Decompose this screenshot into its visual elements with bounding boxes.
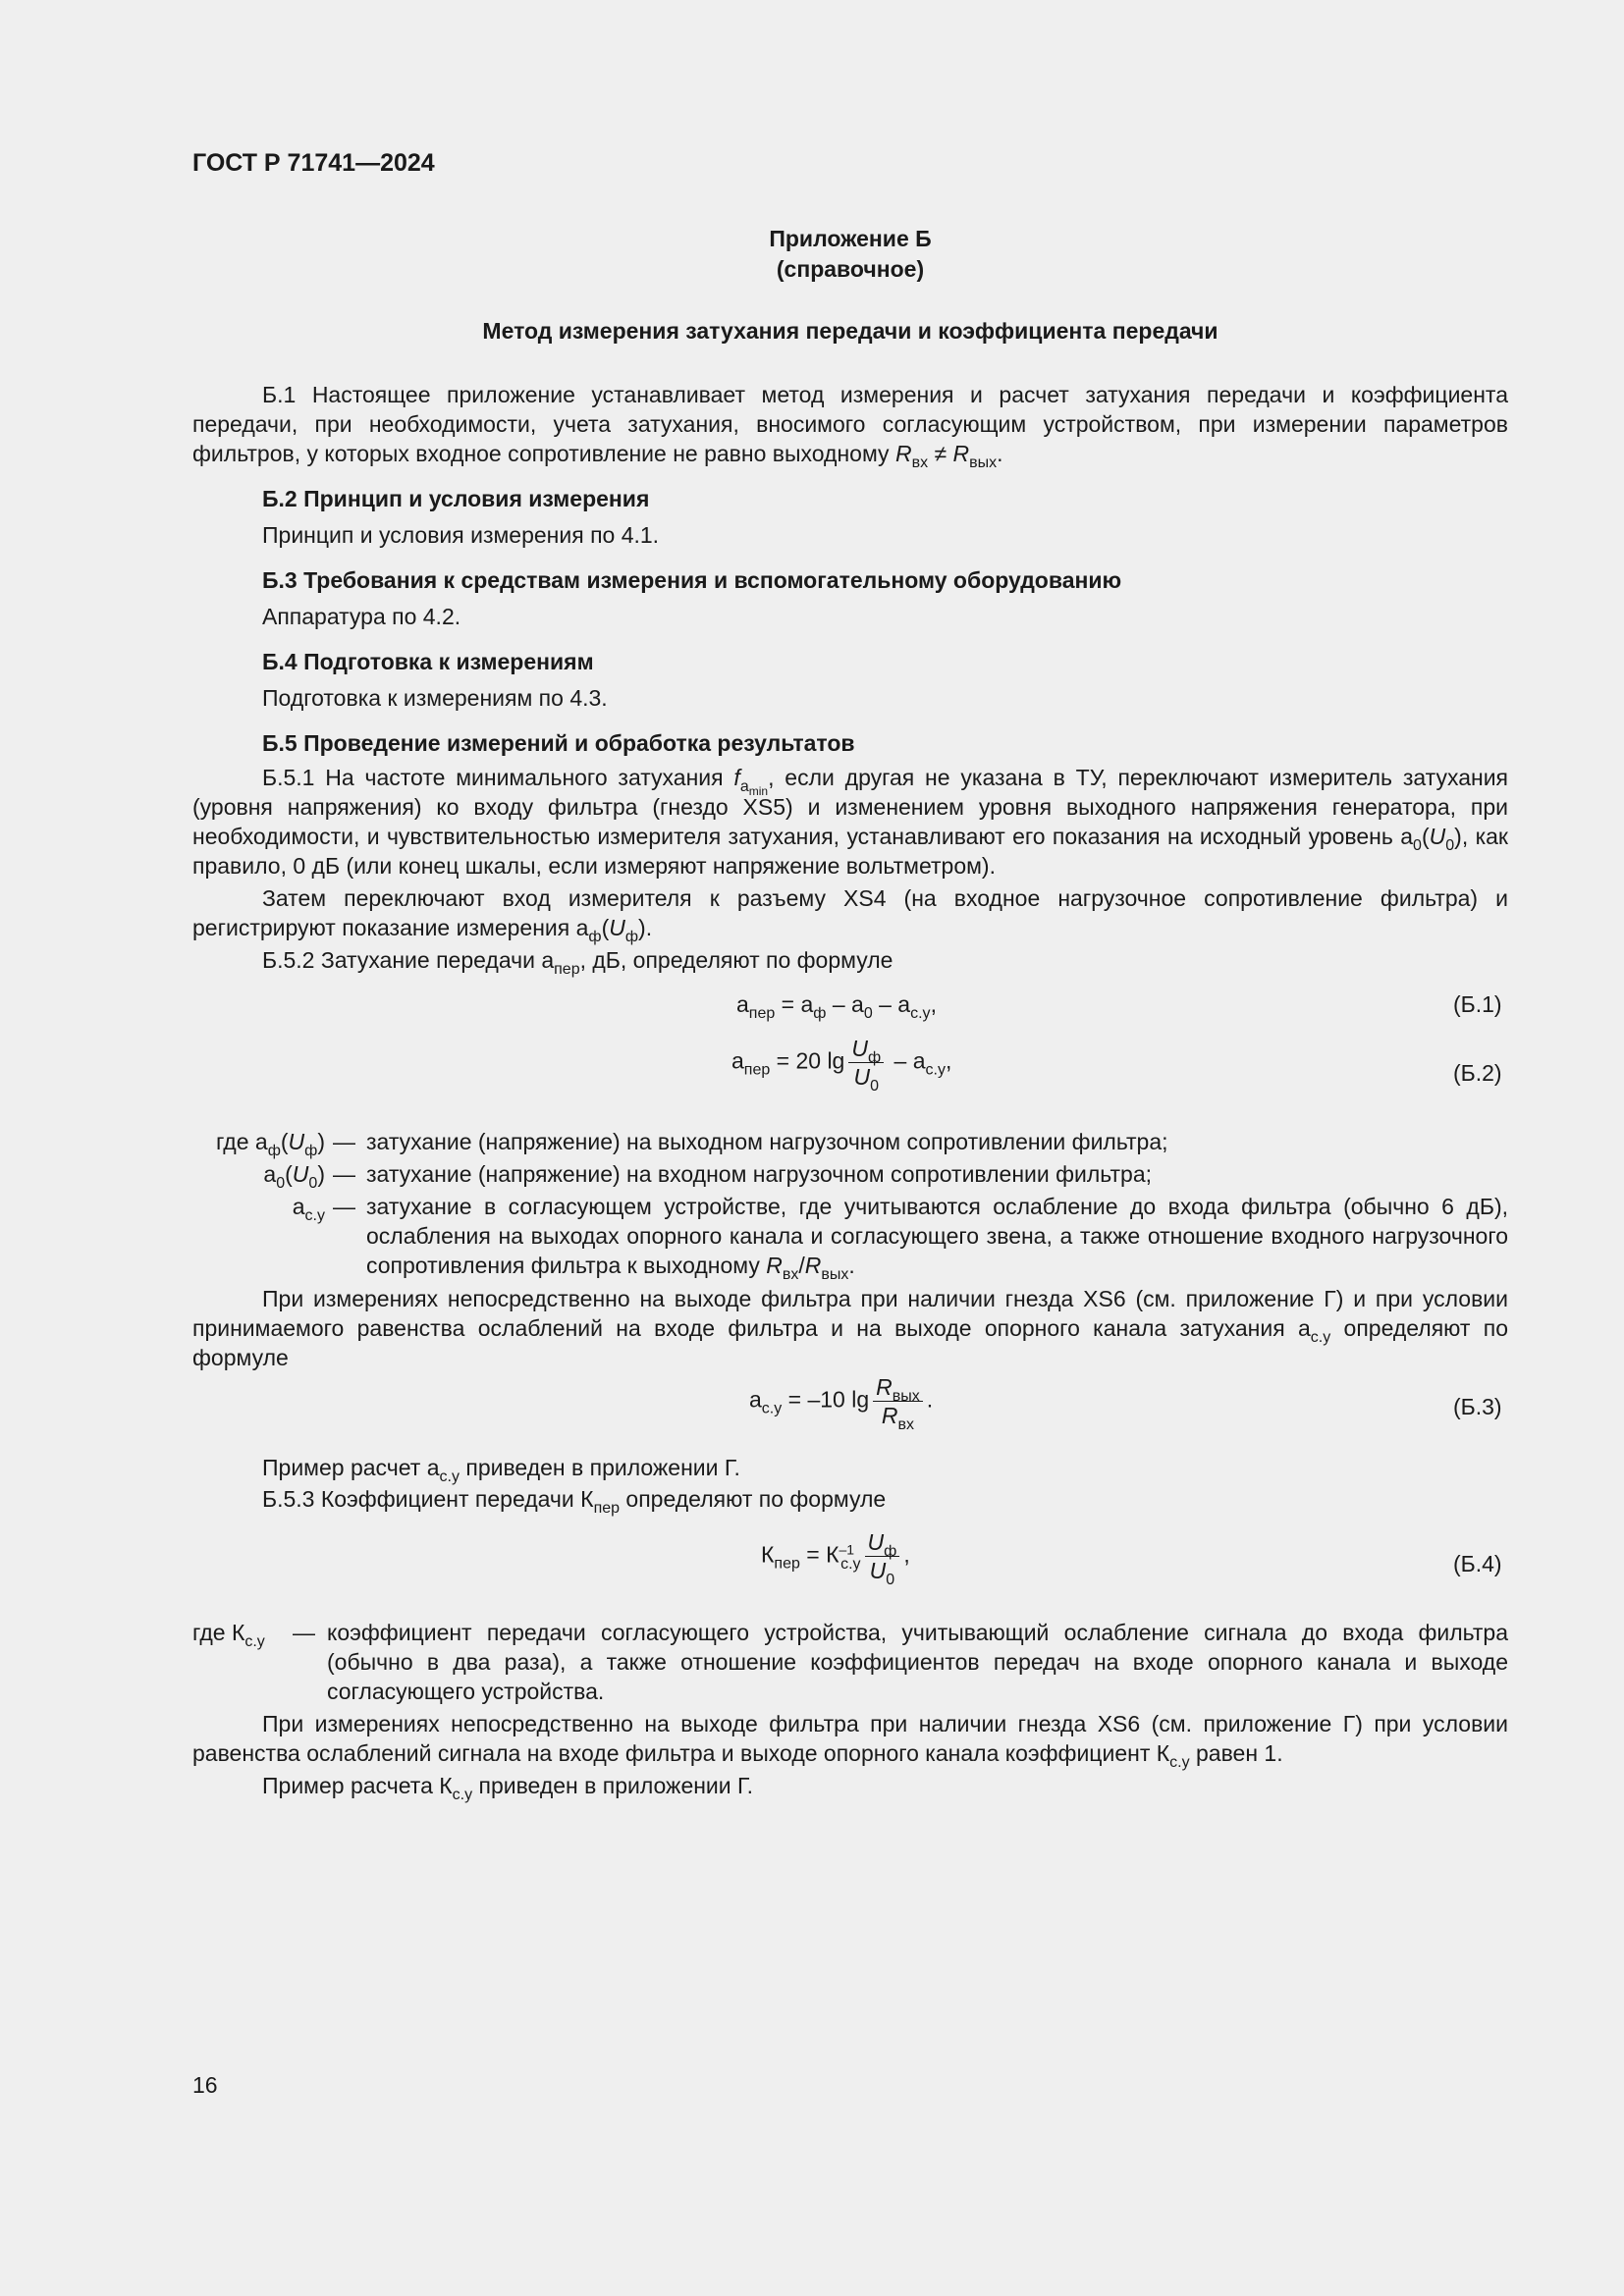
equation-number-b3: (Б.3) xyxy=(1453,1394,1502,1419)
where-label-2: $а_0(U_0)$ xyxy=(263,1161,325,1192)
equation-number-b2: (Б.2) xyxy=(1453,1060,1502,1086)
paragraph-example-kcy: Пример расчета $К_{с.у}$ приведен в приложении Г. xyxy=(262,1773,754,1803)
paragraph-b3: Аппаратура по 4.2. xyxy=(262,604,461,629)
section-heading-b4: Б.4 Подготовка к измерениям xyxy=(262,649,594,674)
paragraph-b5-2: Б.5.2 Затухание передачи $а_{пер}$, дБ, определяют по формуле xyxy=(262,947,893,978)
paragraph-example-acy: Пример расчет $а_{с.у}$ приведен в приложении Г. xyxy=(262,1455,740,1485)
paragraph-b4: Подготовка к измерениям по 4.3. xyxy=(262,685,608,711)
where-text-3: затухание в согласующем устройстве, где учитываются ослабление до входа фильтра (обычно 6 дБ), ослабления на выходах опорного канала и согласующего звена, а также отношение входного нагрузочного сопротивления фильтра к выходному $R_{вх}/R_{вых}$. xyxy=(366,1194,1508,1283)
where-label-1: где $а_ф(U_ф)$ xyxy=(215,1129,325,1159)
equation-b2: $а_{пер} = 20$ lg $\frac{U_ф}{U_0}$ – $а_{с.у}$, xyxy=(731,1036,952,1095)
where2-text: коэффициент передачи согласующего устройства, учитывающий ослабление сигнала до входа фильтра (обычно в два раза), а также отношение коэффициентов передач на входе опорного канала и выходе согласующего устройства. xyxy=(327,1620,1508,1704)
paragraph-b2: Принцип и условия измерения по 4.1. xyxy=(262,522,660,548)
equation-number-b4: (Б.4) xyxy=(1453,1551,1502,1576)
where-label-3: $а_{с.у}$ xyxy=(292,1194,325,1224)
paragraph-b5-1: Б.5.1 На частоте минимального затухания $f_{a_{min}}$, если другая не указана в ТУ, переключают измеритель затухания (уровня напряжения) ко входу фильтра (гнездо XS5) и изменением уровня выходного напряжения генератора, при необходимости, и чувствительностью измерителя затухания, устанавливают его показания на исходный уровень $а_0(U_0)$, как правило, 0 дБ (или конец шкалы, если измеряют напряжение вольтметром). xyxy=(192,765,1508,879)
where-dash-3: — xyxy=(333,1194,355,1219)
appendix-heading: Метод измерения затухания передачи и коэффициента передачи xyxy=(482,318,1218,344)
section-heading-b2: Б.2 Принцип и условия измерения xyxy=(262,486,650,511)
paragraph-b1: Б.1 Настоящее приложение устанавливает метод измерения и расчет затухания передачи и коэффициента передачи, при необходимости, учета затухания, вносимого согласующим устройством, при измерении параметров фильтров, у которых входное сопротивление не равно выходному $R_{вх} \ne R_{вых}$. xyxy=(192,382,1508,471)
fraction: $\frac{U_ф}{U_0}$ xyxy=(848,1036,884,1090)
paragraph-b5-3: Б.5.3 Коэффициент передачи $К_{пер}$ определяют по формуле xyxy=(262,1486,887,1517)
where-text-1: затухание (напряжение) на выходном нагрузочном сопротивлении фильтра; xyxy=(366,1129,1168,1154)
fraction: $\frac{R_{вых}}{R_{вх}}$ xyxy=(873,1374,923,1428)
appendix-status: (справочное) xyxy=(776,256,925,282)
where2-label: где $К_{с.у}$ xyxy=(192,1620,265,1650)
where-dash-1: — xyxy=(333,1129,355,1154)
page-number: 16 xyxy=(192,2072,218,2098)
paragraph-b5-2-xs6: При измерениях непосредственно на выходе фильтра при наличии гнезда XS6 (см. приложение Г) и при условии принимаемого равенства ослаблений на входе фильтра и на выходе опорного канала затухания $а_{с.у}$ определяют по формуле xyxy=(192,1286,1509,1370)
where-text-2: затухание (напряжение) на входном нагрузочном сопротивлении фильтра; xyxy=(366,1161,1153,1187)
paragraph-b5-3-xs6: При измерениях непосредственно на выходе фильтра при наличии гнезда XS6 (см. приложение Г) при условии равенства ослаблений сигнала на входе фильтра и выходе опорного канала коэффициент $К_{с.у}$ равен 1. xyxy=(192,1711,1508,1771)
paragraph-b5-1-cont: Затем переключают вход измерителя к разъему XS4 (на входное нагрузочное сопротивление фильтра) и регистрируют показание измерения $а_ф(U_ф)$. xyxy=(192,885,1508,945)
where-dash-2: — xyxy=(333,1161,355,1187)
equation-number-b1: (Б.1) xyxy=(1453,991,1502,1017)
equation-b3: $а_{с.у} = -10$ lg $\frac{R_{вых}}{R_{вх}}$ . xyxy=(749,1374,934,1433)
where2-dash: — xyxy=(293,1620,315,1645)
fraction: $\frac{U_ф}{U_0}$ xyxy=(865,1529,900,1583)
equation-b4: $К_{пер} = К^{-1}_{с.у}$ $\frac{U_ф}{U_0}$ , xyxy=(761,1529,910,1588)
section-heading-b3: Б.3 Требования к средствам измерения и вспомогательному оборудованию xyxy=(262,567,1122,593)
equation-b1: $а_{пер} = а_ф - а_0 - а_{с.у}$, xyxy=(736,991,937,1022)
section-heading-b5: Б.5 Проведение измерений и обработка результатов xyxy=(262,730,855,756)
appendix-title: Приложение Б xyxy=(769,226,932,251)
standard-designation: ГОСТ Р 71741—2024 xyxy=(192,149,435,177)
